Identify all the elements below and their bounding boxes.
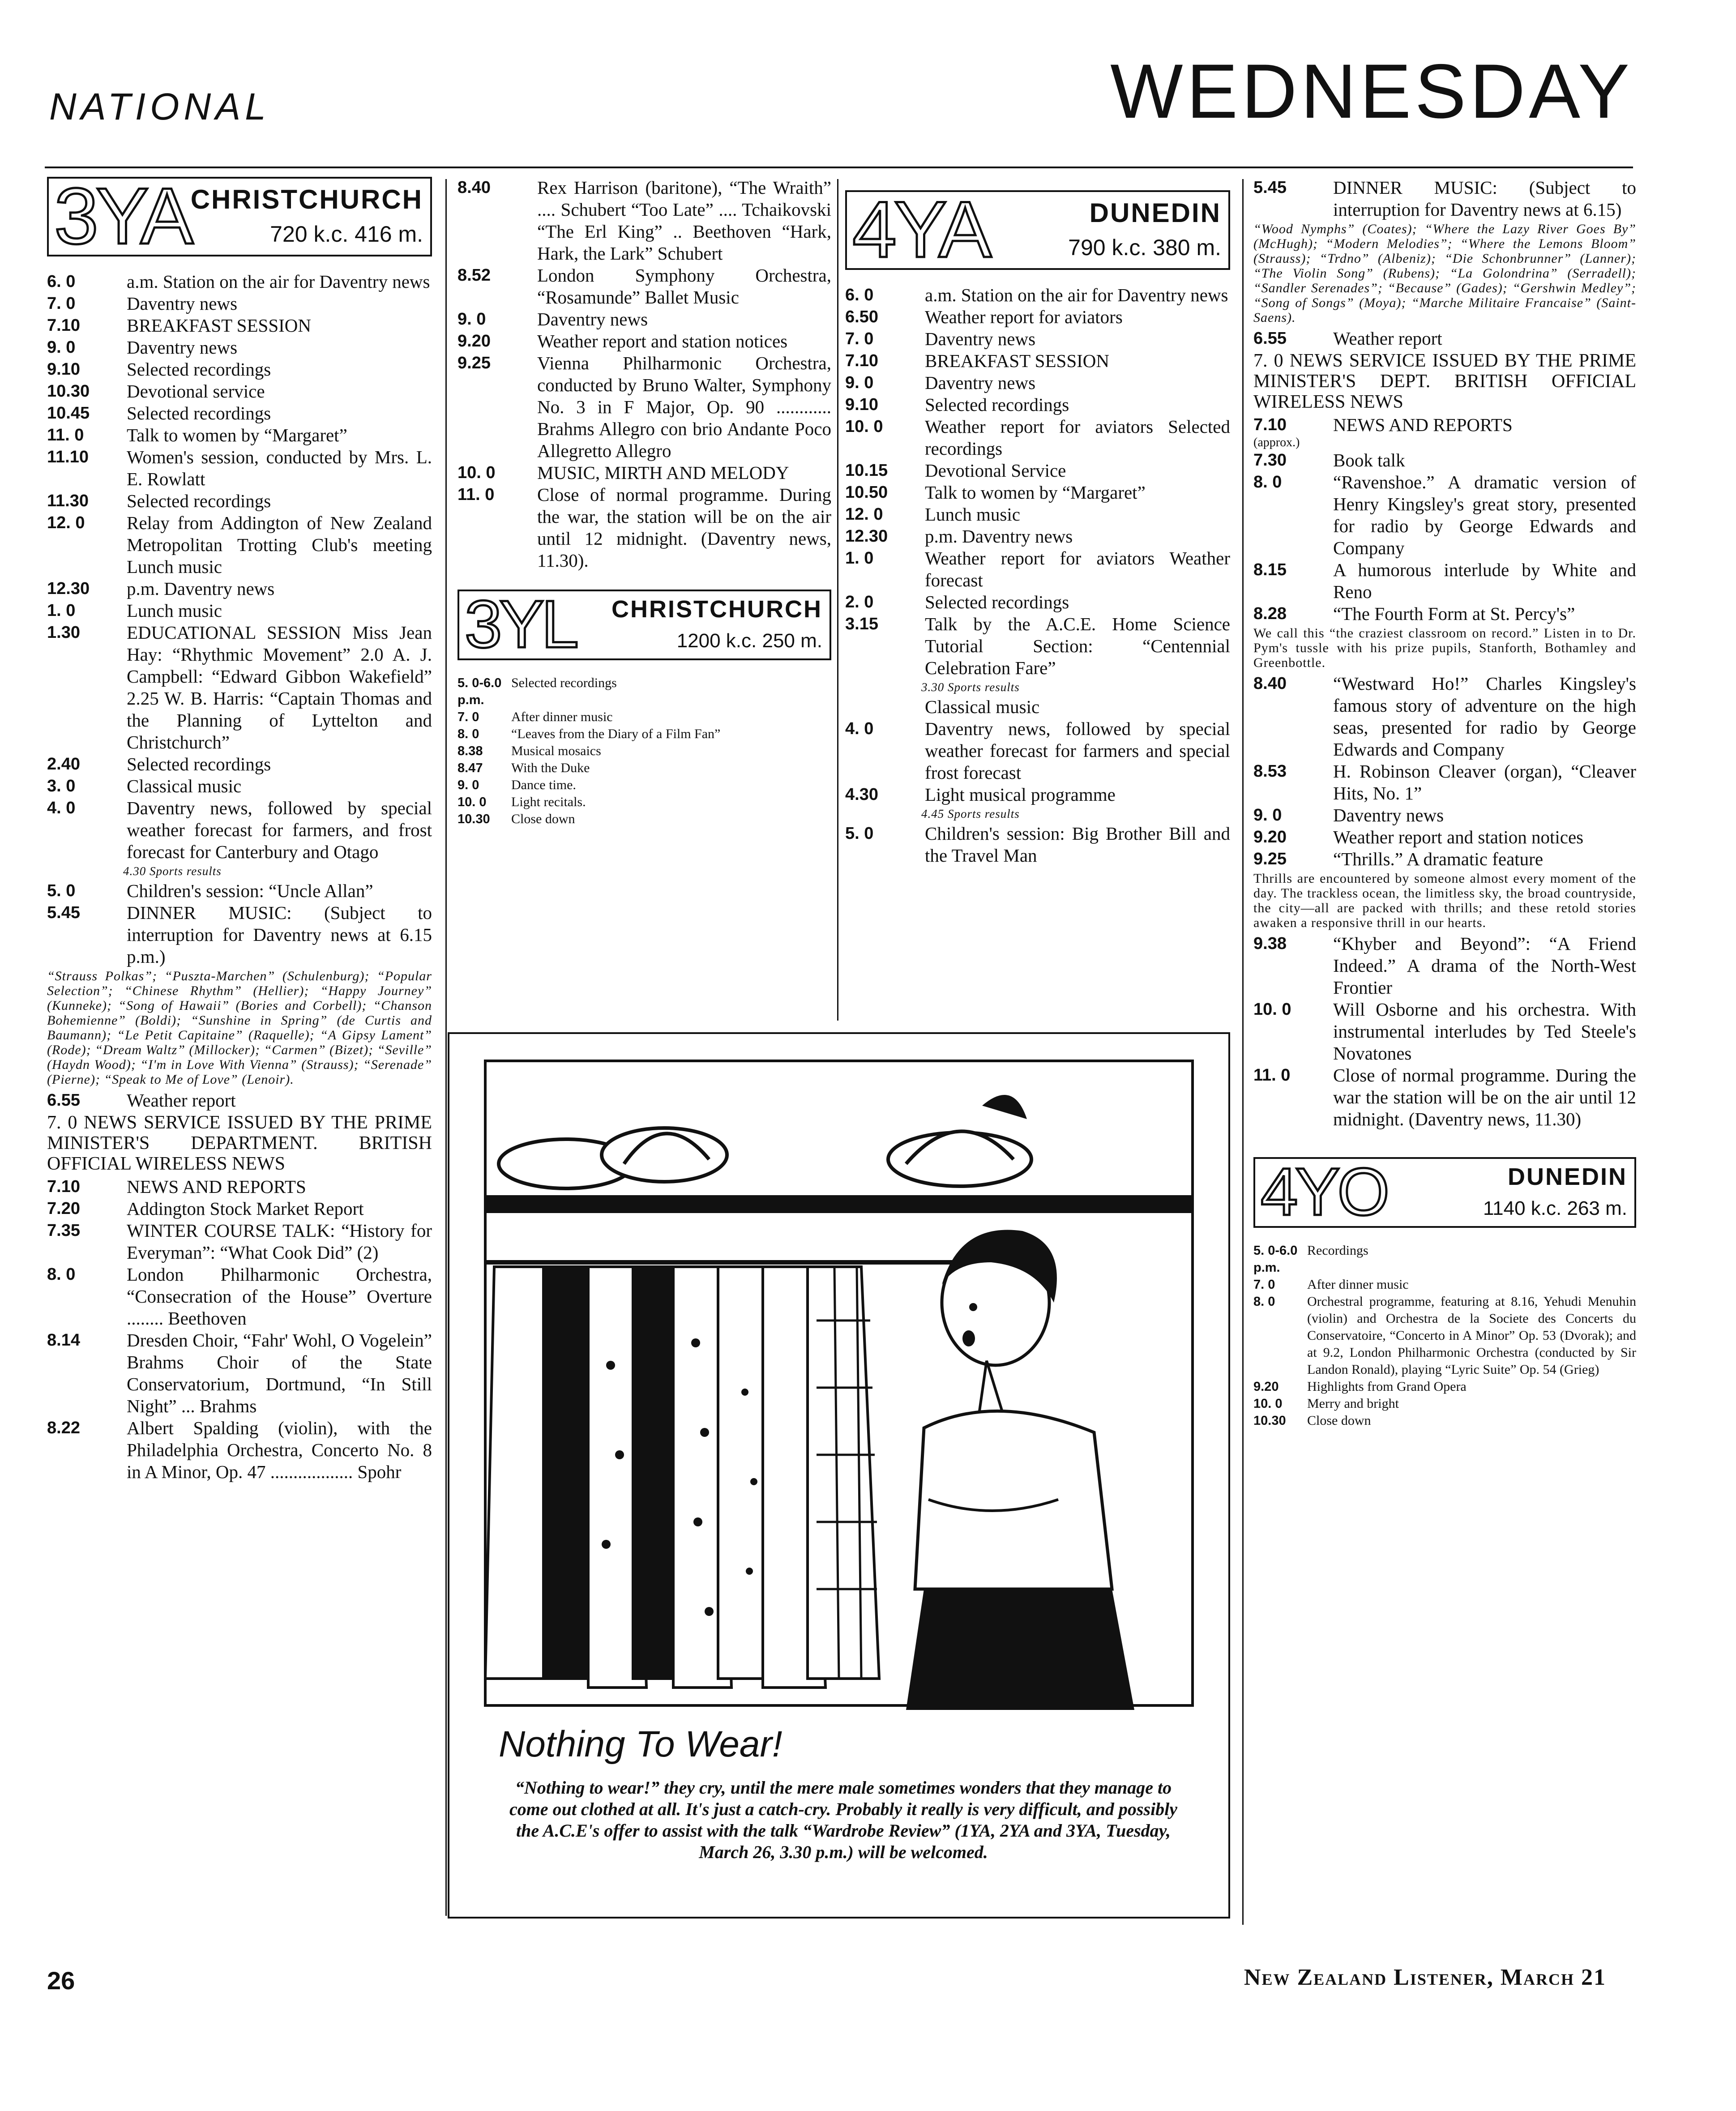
page-number: 26 [47, 1966, 75, 1995]
programme-time: 4.30 [845, 785, 878, 804]
station-callsign: 3YL [465, 586, 576, 662]
programme-item [458, 177, 831, 265]
station-city: CHRISTCHURCH [611, 596, 822, 623]
programme-item [458, 308, 831, 330]
programme-item [458, 743, 831, 760]
programme-description: NEWS AND REPORTS [127, 1176, 306, 1197]
section-label: NATIONAL [49, 85, 270, 128]
programme-item [47, 775, 432, 797]
programme-item [1253, 673, 1636, 761]
programme-description: Daventry news [925, 372, 1036, 393]
programme-description: Devotional service [127, 381, 265, 402]
programme-item [458, 709, 831, 726]
programme-time: 6.55 [47, 1091, 80, 1110]
programme-time: 1. 0 [47, 601, 76, 620]
programme-time: 7. 0 [47, 294, 76, 313]
programme-description: With the Duke [511, 761, 590, 775]
programme-time: 9. 0 [1253, 806, 1282, 825]
programme-item [47, 880, 432, 902]
programme-item [1253, 1412, 1636, 1429]
programme-time: 11. 0 [1253, 1066, 1291, 1085]
dinner-music-list: “Strauss Polkas”; “Puszta-Marchen” (Schulenburg); “Popular Selection”; “Chinese Rhythm” (Hellier); “Happy Journey” (Kunneke); “Song of Hawaii” (Bories and Corbell); “Chanson Bohemienne” (Boldi); “Sunshine in Spring” (de Curtis and Baumann); “Le Petit Capitaine” (Raquelle); “A Gipsy Lament” (Rode); “Dream Waltz” (Millocker); “Carmen” (Bizet); “Seville” (Haydn Wood); “I'm in Love With Vienna” (Strauss); “Serenade” (Pierne); “Speak to Me of Love” (Lenoir). [47, 969, 432, 1087]
programme-time: 7.10 [47, 316, 80, 335]
programme-description: Daventry news, followed by special weather forecast for farmers and special frost forecast [925, 718, 1230, 783]
programme-item [845, 350, 1230, 372]
programme-item [47, 1220, 432, 1264]
programme-description: Selected recordings [127, 359, 271, 380]
programme-item [845, 613, 1230, 679]
programme-item [47, 446, 432, 490]
programme-time: 2.40 [47, 755, 80, 773]
station-frequency: 1200 k.c. 250 m. [676, 630, 822, 652]
programme-description: Women's session, conducted by Mrs. L. E. Rowlatt [127, 447, 432, 489]
programme-time: 7.10 [47, 1177, 80, 1196]
programme-item [845, 784, 1230, 806]
programme-time: 7.10 [1253, 415, 1287, 434]
programme-item [47, 600, 432, 622]
programme-description: a.m. Station on the air for Daventry news [925, 285, 1228, 305]
programme-description: EDUCATIONAL SESSION Miss Jean Hay: “Rhythmic Movement” 2.0 A. J. Campbell: “Edward Gibbon Wakefield” 2.25 W. B. Harris: “Captain Thomas and the Planning of Lyttelton and Christchurch” [127, 622, 432, 752]
programme-item [47, 380, 432, 402]
programme-description: Selected recordings [127, 491, 271, 511]
programme-time: 8. 0 [47, 1265, 76, 1284]
programme-description: Selected recordings [925, 394, 1069, 415]
programme-time: 9.10 [47, 360, 80, 379]
programme-time: 8.38 [458, 744, 483, 758]
programme-description: Highlights from Grand Opera [1307, 1379, 1467, 1394]
programme-description: Children's session: “Uncle Allan” [127, 880, 373, 901]
programme-description: A humorous interlude by White and Reno [1333, 560, 1636, 602]
programme-time: 1.30 [47, 623, 80, 642]
programme-description: BREAKFAST SESSION [925, 350, 1110, 371]
programme-time: 9.20 [1253, 828, 1287, 846]
programme-item [47, 1090, 432, 1111]
thrills-description: Thrills are encountered by someone almost every moment of the day. The trackless ocean, the limitless sky, the broad countryside, the city—all are packed with thrills; and these retold stories awaken a responsive thrill in our hearts. [1253, 871, 1636, 930]
programme-item [458, 265, 831, 308]
programme-item [1253, 999, 1636, 1064]
programme-description: “Westward Ho!” Charles Kingsley's famous story of adventure on the high seas, presented for radio by George Edwards and Company [1333, 673, 1636, 760]
programme-description: BREAKFAST SESSION [127, 315, 312, 336]
programme-item [845, 591, 1230, 613]
programme-item [47, 1176, 432, 1198]
programme-time: 8.40 [1253, 674, 1287, 693]
programme-item [47, 293, 432, 315]
programme-description: p.m. Daventry news [127, 578, 275, 599]
programme-description: p.m. Daventry news [925, 526, 1073, 547]
programme-time: 8.22 [47, 1419, 80, 1437]
station-header-4ya [845, 185, 1230, 274]
programme-item [47, 337, 432, 359]
programme-time: 10. 0 [458, 795, 487, 809]
programme-time: 9.25 [1253, 850, 1287, 868]
programme-item [1253, 826, 1636, 848]
programme-description: Daventry news [127, 293, 238, 314]
programme-time: 8.40 [458, 178, 491, 197]
programme-description: Merry and bright [1307, 1396, 1399, 1411]
station-callsign: 4YO [1261, 1154, 1387, 1229]
programme-time: 10.15 [845, 461, 888, 480]
programme-description: Talk to women by “Margaret” [127, 425, 347, 445]
station-city: DUNEDIN [1507, 1163, 1627, 1190]
programme-description: Weather report and station notices [537, 331, 788, 351]
programme-time: 12.30 [845, 527, 888, 546]
programme-item [47, 1329, 432, 1417]
station-header-3ya [47, 171, 432, 261]
programme-time: 6.55 [1253, 329, 1287, 348]
programme-time: 9. 0 [458, 778, 479, 792]
station-frequency: 1140 k.c. 263 m. [1483, 1197, 1627, 1219]
programme-description: Close of normal programme. During the war the station will be on the air until 12 midnight. (Daventry news, 11.30) [1333, 1065, 1636, 1129]
programme-item [1253, 848, 1636, 870]
programme-time: 12. 0 [845, 505, 883, 524]
programme-description: DINNER MUSIC: (Subject to interruption for Daventry news at 6.15 p.m.) [127, 902, 432, 967]
programme-time: 8.14 [47, 1331, 80, 1350]
programme-time: 7.30 [1253, 451, 1287, 470]
programme-time: 12. 0 [47, 513, 85, 532]
programme-description: Dresden Choir, “Fahr' Wohl, O Vogelein” Brahms Choir of the State Conservatorium, Dortmund, “In Still Night” ... Brahms [127, 1330, 432, 1416]
programme-description: Daventry news, followed by special weather forecast for farmers, and frost forecast for Canterbury and Otago [127, 798, 432, 862]
programme-time: 8. 0 [458, 727, 479, 741]
programme-item [47, 315, 432, 337]
programme-description: Close down [511, 812, 575, 826]
programme-description: “The Fourth Form at St. Percy's” [1333, 603, 1575, 624]
programme-item [47, 271, 432, 293]
station-city: DUNEDIN [1089, 198, 1221, 228]
programme-description: MUSIC, MIRTH AND MELODY [537, 462, 789, 483]
programme-item [1253, 933, 1636, 999]
programme-description: Daventry news [537, 309, 648, 329]
programme-item [845, 284, 1230, 306]
percy-description: We call this “the craziest classroom on record.” Listen in to Dr. Pym's tussle with his prize pupils, Stanforth, Bothamley and Greenbottle. [1253, 626, 1636, 670]
programme-time: 5. 0 [845, 824, 874, 843]
programme-item [1253, 449, 1636, 471]
programme-time: 5. 0-6.0 p.m. [1253, 1244, 1298, 1275]
programme-description: “Khyber and Beyond”: “A Friend Indeed.” A drama of the North-West Frontier [1333, 933, 1636, 998]
programme-item [845, 482, 1230, 504]
programme-item [458, 760, 831, 777]
programme-time: 10.30 [458, 812, 490, 826]
programme-item [845, 328, 1230, 350]
programme-time: 8. 0 [1253, 473, 1282, 491]
day-heading: WEDNESDAY [1110, 48, 1633, 134]
sports-note: 4.30 Sports results [123, 864, 222, 878]
column-divider [445, 179, 447, 1916]
programme-description: DINNER MUSIC: (Subject to interruption for Daventry news at 6.15) [1333, 177, 1636, 220]
station-callsign: 4YA [852, 185, 989, 274]
programme-item [47, 578, 432, 600]
programme-item [845, 504, 1230, 526]
programme-time: 6. 0 [845, 286, 874, 304]
programme-description: WINTER COURSE TALK: “History for Everyman”: “What Cook Did” (2) [127, 1220, 432, 1263]
programme-time: 10.30 [1253, 1414, 1286, 1428]
programme-item [1253, 177, 1636, 221]
station-header-4yo [1253, 1154, 1636, 1229]
column-divider [1242, 179, 1244, 1925]
programme-time: 3.15 [845, 615, 878, 633]
programme-item [47, 902, 432, 968]
programme-description: Daventry news [925, 329, 1036, 349]
programme-description: Close down [1307, 1413, 1371, 1428]
programme-description: Children's session: Big Brother Bill and the Travel Man [925, 823, 1230, 866]
programme-item [47, 797, 432, 863]
programme-description: Selected recordings [127, 403, 271, 423]
programme-description: “Ravenshoe.” A dramatic version of Henry Kingsley's great story, presented for radio by George Edwards and Company [1333, 472, 1636, 558]
programme-description: Rex Harrison (baritone), “The Wraith” .... Schubert “Too Late” .... Tchaikovski “The Erl King” .. Beethoven “Hark, Hark, the Lark” Schubert [537, 177, 831, 264]
programme-description: Weather report [127, 1090, 236, 1111]
programme-description: “Leaves from the Diary of a Film Fan” [511, 726, 721, 741]
programme-time: 8. 0 [1253, 1295, 1275, 1309]
programme-description: London Symphony Orchestra, “Rosamunde” Ballet Music [537, 265, 831, 308]
programme-time: 11.30 [47, 491, 89, 510]
programme-description: Vienna Philharmonic Orchestra, conducted by Bruno Walter, Symphony No. 3 in F Major, Op. 90 ............ Brahms Allegro con brio Andante Poco Allegretto Allegro [537, 353, 831, 461]
magazine-footer: New Zealand Listener, March 21 [1244, 1965, 1606, 1990]
station-header-3yl [458, 586, 831, 662]
programme-time: 5.45 [47, 903, 80, 922]
programme-time: 9. 0 [845, 373, 874, 392]
station-frequency: 790 k.c. 380 m. [1068, 235, 1221, 260]
approx-note: (approx.) [1253, 436, 1300, 449]
programme-description: Talk by the A.C.E. Home Science Tutorial Section: “Centennial Celebration Fare” [925, 614, 1230, 678]
programme-description: Classical music [127, 776, 242, 796]
programme-time: 7.20 [47, 1199, 80, 1218]
programme-time: 6.50 [845, 308, 878, 326]
programme-item [1253, 804, 1636, 826]
programme-description: Relay from Addington of New Zealand Metropolitan Trotting Club's meeting Lunch music [127, 513, 432, 577]
programme-item [47, 359, 432, 380]
programme-item [845, 394, 1230, 416]
programme-description: Daventry news [127, 337, 238, 358]
programme-item [47, 1198, 432, 1220]
programme-time: 5. 0-6.0 p.m. [458, 676, 502, 707]
programme-time: 8.28 [1253, 604, 1287, 623]
programme-time: 8.53 [1253, 762, 1287, 781]
programme-description: “Thrills.” A dramatic feature [1333, 849, 1544, 869]
programme-description: Dance time. [511, 778, 576, 792]
programme-item [458, 777, 831, 794]
sports-note: 4.45 Sports results [921, 807, 1020, 820]
programme-description: After dinner music [511, 709, 613, 724]
programme-time: 7. 0 [458, 710, 479, 724]
programme-time: 9. 0 [47, 338, 76, 357]
station-callsign: 3YA [54, 171, 191, 261]
programme-description: Recordings [1307, 1243, 1368, 1258]
programme-time: 7.35 [47, 1221, 80, 1240]
programme-time: 10. 0 [845, 417, 883, 436]
programme-item [47, 424, 432, 446]
programme-item [845, 306, 1230, 328]
programme-description: Talk to women by “Margaret” [925, 482, 1146, 503]
programme-description: Selected recordings [511, 675, 617, 690]
programme-item [845, 526, 1230, 547]
programme-item [458, 352, 831, 462]
programme-description: NEWS AND REPORTS [1333, 415, 1513, 435]
programme-item [845, 372, 1230, 394]
dinner-music-list: “Wood Nymphs” (Coates); “Where the Lazy River Goes By” (McHugh); “Modern Melodies”; “Where the Lemons Bloom” (Strauss); “Trdno” (Albeniz); “Die Schonbrunner” (Lanner); “The Violin Song” (Rubens); “La Golondrina” (Serradell); “Sandler Serenades”; “Because” (Gades); “Gershwin Medley”; “Song of Songs” (Moya); “Marche Militaire Francaise” (Saint-Saens). [1253, 222, 1636, 325]
programme-description: Lunch music [925, 504, 1020, 525]
programme-time: 9.20 [458, 332, 491, 350]
programme-description: Close of normal programme. During the war, the station will be on the air until 12 midnight. (Daventry news, 11.30). [537, 484, 831, 571]
programme-time: 8.47 [458, 761, 483, 775]
programme-time: 8.52 [458, 266, 491, 285]
programme-description: After dinner music [1307, 1277, 1409, 1292]
station-city: CHRISTCHURCH [190, 184, 423, 214]
programme-item [1253, 471, 1636, 559]
programme-time: 4. 0 [845, 719, 874, 738]
programme-description: Book talk [1333, 450, 1405, 470]
programme-description: Weather report for aviators Weather forecast [925, 548, 1230, 590]
programme-time: 7. 0 [1253, 1278, 1275, 1292]
programme-time: 10.45 [47, 404, 90, 423]
programme-item [845, 718, 1230, 784]
programme-time: 11. 0 [47, 426, 84, 444]
programme-item [845, 547, 1230, 591]
programme-item [1253, 603, 1636, 625]
programme-time: 9.10 [845, 395, 878, 414]
programme-description: Selected recordings [127, 754, 271, 774]
programme-item [1253, 1064, 1636, 1130]
programme-time: 2. 0 [845, 593, 874, 611]
programme-item [845, 416, 1230, 460]
programme-item [1253, 328, 1636, 350]
news-service-item: 7. 0 NEWS SERVICE ISSUED BY THE PRIME MINISTER'S DEPARTMENT. BRITISH OFFICIAL WIRELESS NEWS [47, 1112, 432, 1174]
programme-description: Addington Stock Market Report [127, 1198, 364, 1219]
column-divider [837, 179, 838, 1021]
programme-description: Will Osborne and his orchestra. With instrumental interludes by Ted Steele's Novatones [1333, 999, 1636, 1064]
programme-item [1253, 1378, 1636, 1395]
programme-time: 3. 0 [47, 777, 76, 795]
programme-time: 9. 0 [458, 310, 486, 329]
programme-time: 10. 0 [1253, 1397, 1283, 1411]
programme-item [845, 823, 1230, 867]
programme-time: 9.20 [1253, 1380, 1279, 1394]
wardrobe-illustration [448, 1032, 1230, 1919]
programme-item [1253, 1293, 1636, 1378]
illustration-title: Nothing To Wear! [499, 1724, 782, 1765]
programme-description: Selected recordings [925, 592, 1069, 612]
programme-time: 6. 0 [47, 272, 76, 291]
news-service-item: 7. 0 NEWS SERVICE ISSUED BY THE PRIME MINISTER'S DEPT. BRITISH OFFICIAL WIRELESS NEWS [1253, 350, 1636, 412]
programme-time: 7.10 [845, 351, 878, 370]
programme-time: 12.30 [47, 579, 90, 598]
programme-time: 10.50 [845, 483, 888, 502]
programme-description: Weather report for aviators [925, 307, 1123, 327]
programme-item [47, 490, 432, 512]
programme-description: a.m. Station on the air for Daventry news [127, 271, 430, 292]
programme-item [1253, 1395, 1636, 1412]
programme-item [47, 753, 432, 775]
programme-item [47, 622, 432, 753]
programme-description: Musical mosaics [511, 744, 601, 758]
programme-time: 9.25 [458, 354, 491, 372]
programme-item [458, 484, 831, 572]
programme-item [1253, 761, 1636, 804]
column-3ya-evening [458, 177, 831, 828]
programme-item [1253, 414, 1636, 436]
programme-item [1253, 559, 1636, 603]
programme-description: London Philharmonic Orchestra, “Consecration of the House” Overture ........ Beethoven [127, 1264, 432, 1329]
programme-item [47, 512, 432, 578]
programme-time: 11.10 [47, 448, 89, 466]
programme-item [458, 794, 831, 811]
programme-time: 11. 0 [458, 485, 495, 504]
programme-item [845, 460, 1230, 482]
programme-item [458, 811, 831, 828]
programme-time: 4. 0 [47, 799, 76, 817]
sports-note: 3.30 Sports results [921, 680, 1020, 694]
programme-time: 5. 0 [47, 881, 76, 900]
programme-item [458, 462, 831, 484]
programme-item [458, 675, 831, 709]
programme-description: Daventry news [1333, 805, 1444, 825]
column-3ya [47, 171, 432, 1483]
programme-time: 7. 0 [845, 329, 874, 348]
programme-description: Light recitals. [511, 795, 586, 809]
header-rule [45, 167, 1633, 168]
programme-item [47, 1417, 432, 1483]
column-4ya-evening [1253, 177, 1636, 1429]
programme-item [47, 402, 432, 424]
programme-time: 10. 0 [458, 463, 496, 482]
programme-time: 10. 0 [1253, 1000, 1291, 1019]
programme-time: 10.30 [47, 382, 90, 401]
programme-item [458, 330, 831, 352]
programme-item [1253, 1242, 1636, 1276]
column-4ya [845, 177, 1230, 867]
programme-description: Weather report and station notices [1333, 827, 1584, 847]
programme-item [458, 726, 831, 743]
programme-time: 9.38 [1253, 934, 1287, 953]
programme-description: Orchestral programme, featuring at 8.16, Yehudi Menuhin (violin) and Orchestra de la Societe des Concerts du Conservatoire, “Concerto in A Minor” Op. 53 (Dvorak); and at 9.2, London Philharmonic Orchestra (conducted by Sir Landon Ronald), playing “Lyric Suite” Op. 54 (Grieg) [1307, 1294, 1636, 1377]
wardrobe-drawing [476, 1052, 1202, 1714]
programme-item [47, 1264, 432, 1329]
programme-description: Light musical programme [925, 784, 1116, 805]
programme-description: Weather report for aviators Selected recordings [925, 416, 1230, 459]
programme-description: Weather report [1333, 328, 1442, 349]
illustration-caption: “Nothing to wear!” they cry, until the mere male sometimes wonders that they manage to come out clothed at all. It's just a catch-cry. Probably it really is very difficult, and possibly the A.C.E's offer to assist with the talk “Wardrobe Review” (1YA, 2YA and 3YA, Tuesday, March 26, 3.30 p.m.) will be welcomed. [509, 1778, 1178, 1862]
classical-music-item: Classical music [925, 697, 1040, 717]
programme-description: Devotional Service [925, 460, 1066, 481]
programme-time: 8.15 [1253, 560, 1287, 579]
programme-description: H. Robinson Cleaver (organ), “Cleaver Hits, No. 1” [1333, 761, 1636, 803]
programme-item [1253, 1276, 1636, 1293]
programme-description: Albert Spalding (violin), with the Philadelphia Orchestra, Concerto No. 8 in A Minor, Op. 47 .................. Spohr [127, 1418, 432, 1482]
programme-description: Lunch music [127, 600, 222, 621]
programme-time: 1. 0 [845, 549, 874, 568]
station-frequency: 720 k.c. 416 m. [270, 222, 423, 247]
programme-time: 5.45 [1253, 178, 1287, 197]
